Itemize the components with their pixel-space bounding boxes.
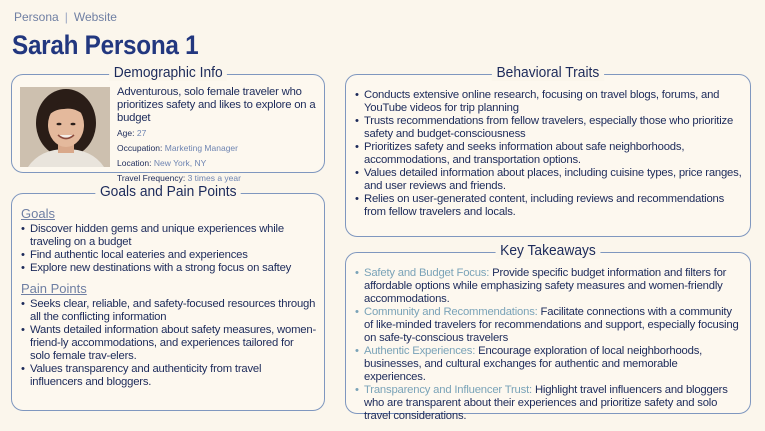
- goals-heading: Goals: [21, 206, 55, 221]
- behavioral-heading: Behavioral Traits: [492, 64, 604, 81]
- field-occupation: Occupation: Marketing Manager: [117, 143, 238, 153]
- takeaway-label: Community and Recommendations:: [364, 306, 538, 318]
- list-item: • Seeks clear, reliable, and safety-focused resources through all the conflicting information: [21, 298, 316, 324]
- field-travel-frequency: Travel Frequency: 3 times a year: [117, 173, 241, 183]
- pain-points-heading: Pain Points: [21, 281, 87, 296]
- demographic-heading: Demographic Info: [109, 64, 227, 81]
- goals-card: [11, 183, 325, 411]
- list-item: • Values detailed information about places, including cuisine types, price ranges, and user reviews and friends.: [355, 167, 742, 193]
- list-item: [355, 384, 742, 423]
- list-item: • Trusts recommendations from fellow travelers, especially those who prioritize safety and budget-consciousness: [355, 115, 742, 141]
- list-item: • Values transparency and authenticity from travel influencers and bloggers.: [21, 363, 316, 389]
- behavioral-list: [355, 89, 742, 219]
- page-title: Sarah Persona 1: [12, 30, 199, 60]
- persona-summary: Adventurous, solo female traveler who prioritizes safety and likes to explore on a budget: [117, 86, 316, 124]
- takeaway-text: Highlight travel influencers and bloggers who are transparent about their experiences and prioritize safety and solo travel considerations.: [364, 384, 728, 422]
- takeaway-text: Encourage exploration of local neighborhoods, businesses, and cultural exchanges for authentic and memorable experiences.: [364, 345, 703, 383]
- list-item: • Discover hidden gems and unique experiences while traveling on a budget: [21, 223, 316, 249]
- field-age: Age: 27: [117, 128, 147, 138]
- behavioral-card: [345, 64, 751, 237]
- avatar-photo: [20, 87, 110, 167]
- breadcrumb-section[interactable]: Persona: [14, 10, 59, 24]
- list-item: [355, 345, 742, 384]
- list-item: • Wants detailed information about safety measures, women-friend-ly accommodations, and experiences tailored for solo female trav-elers.: [21, 324, 316, 363]
- field-location: Location: New York, NY: [117, 158, 207, 168]
- list-item: • Find authentic local eateries and experiences: [21, 249, 316, 262]
- takeaway-text: Facilitate connections with a community of like-minded travelers for recommendations and support, especially focusing on safe-ty-conscious travelers: [364, 306, 739, 344]
- takeaway-label: Safety and Budget Focus:: [364, 267, 490, 279]
- pain-points-list: [21, 298, 316, 389]
- list-item: [355, 267, 742, 306]
- list-item: [355, 306, 742, 345]
- list-item: • Conducts extensive online research, focusing on travel blogs, forums, and YouTube videos for trip planning: [355, 89, 742, 115]
- breadcrumb-separator: |: [64, 10, 68, 24]
- avatar: [20, 87, 110, 167]
- goals-card-heading: Goals and Pain Points: [95, 183, 241, 200]
- goals-list: [21, 223, 316, 275]
- takeaway-text: Provide specific budget information and filters for affordable options while emphasizing safety measures and women-friendly accommodations.: [364, 267, 727, 305]
- breadcrumb: [14, 10, 117, 24]
- list-item: • Relies on user-generated content, including reviews and recommendations from fellow travelers and locals.: [355, 193, 742, 219]
- takeaway-label: Transparency and Influencer Trust:: [364, 384, 532, 396]
- takeaways-card: [345, 242, 751, 422]
- demographic-card: [11, 64, 325, 183]
- list-item: • Explore new destinations with a strong focus on saftey: [21, 262, 316, 275]
- breadcrumb-page[interactable]: Website: [73, 10, 117, 24]
- takeaways-list: [355, 267, 742, 423]
- takeaway-label: Authentic Experiences:: [364, 345, 476, 357]
- list-item: • Prioritizes safety and seeks information about safe neighborhoods, accommodations, and transportation options.: [355, 141, 742, 167]
- takeaways-heading: Key Takeaways: [496, 242, 601, 259]
